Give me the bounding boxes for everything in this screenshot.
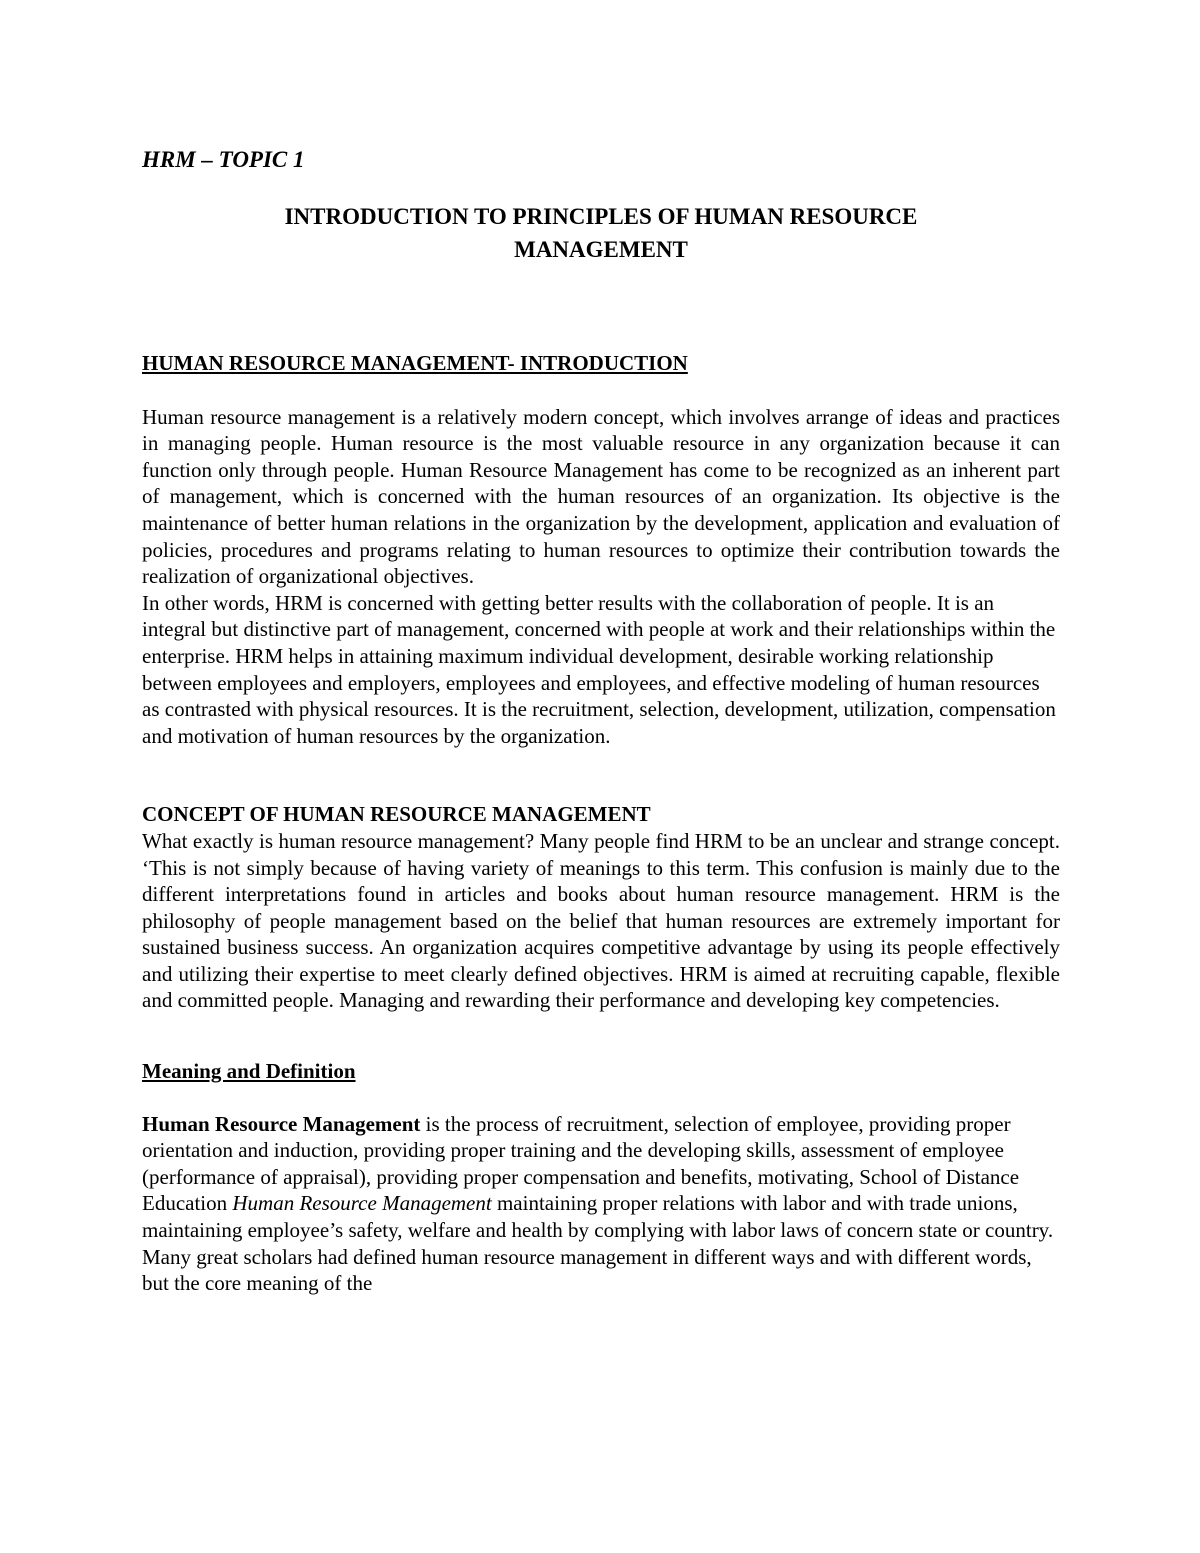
topic-label: HRM – TOPIC 1 bbox=[142, 147, 305, 172]
meaning-inline-italic: Human Resource Management bbox=[232, 1191, 492, 1216]
meaning-paragraph bbox=[142, 1111, 1060, 1297]
section-heading-concept: CONCEPT OF HUMAN RESOURCE MANAGEMENT bbox=[142, 802, 651, 827]
meaning-lead-term: Human Resource Management bbox=[142, 1111, 421, 1136]
intro-paragraph-2: In other words, HRM is concerned with getting better results with the collaboration of people. It is an integral but distinctive part of management, concerned with people at work and their relationships within the enterprise. HRM helps in attaining maximum individual development, desirable working relationship between employees and employers, employees and employees, and effective modeling of human resources as contrasted with physical resources. It is the recruitment, selection, development, utilization, compensation and motivation of human resources by the organization. bbox=[142, 590, 1056, 748]
meaning-text-part-2: maintaining proper relations with labor and with trade unions, maintaining employee’s safety, welfare and health by complying with labor laws of concern state or country. Many great scholars had defined human resource management in different ways and with different words, but the core meaning of the bbox=[142, 1191, 1054, 1296]
concept-paragraph: What exactly is human resource management? Many people find HRM to be an unclear and strange concept. ‘This is not simply because of having variety of meanings to this term. This confusion is mainly due to the different interpretations found in articles and books about human resource management. HRM is the philosophy of people management based on the belief that human resources are extremely important for sustained business success. An organization acquires competitive advantage by using its people effectively and utilizing their expertise to meet clearly defined objectives. HRM is aimed at recruiting capable, flexible and committed people. Managing and rewarding their performance and developing key competencies. bbox=[142, 828, 1060, 1013]
meaning-text-part-1: is the process of recruitment, selection of employee, providing proper orientation and induction, providing proper training and the developing skills, assessment of employee (performance of appraisal), providing proper compensation and benefits, motivating, School of Distance Education bbox=[142, 1111, 1020, 1216]
document-page bbox=[142, 140, 1060, 1297]
intro-paragraph-1: Human resource management is a relatively modern concept, which involves arrange of ideas and practices in managing people. Human resource is the most valuable resource in any organization because it can function only through people. Human Resource Management has come to be recognized as an inherent part of management, which is concerned with the human resources of an organization. Its objective is the maintenance of better human relations in the organization by the development, application and evaluation of policies, procedures and programs relating to human resources to optimize their contribution towards the realization of organizational objectives. bbox=[142, 404, 1060, 589]
section-heading-meaning: Meaning and Definition bbox=[142, 1059, 356, 1084]
document-title: INTRODUCTION TO PRINCIPLES OF HUMAN RESOURCE MANAGEMENT bbox=[284, 204, 918, 262]
section-heading-introduction: HUMAN RESOURCE MANAGEMENT- INTRODUCTION bbox=[142, 351, 688, 375]
